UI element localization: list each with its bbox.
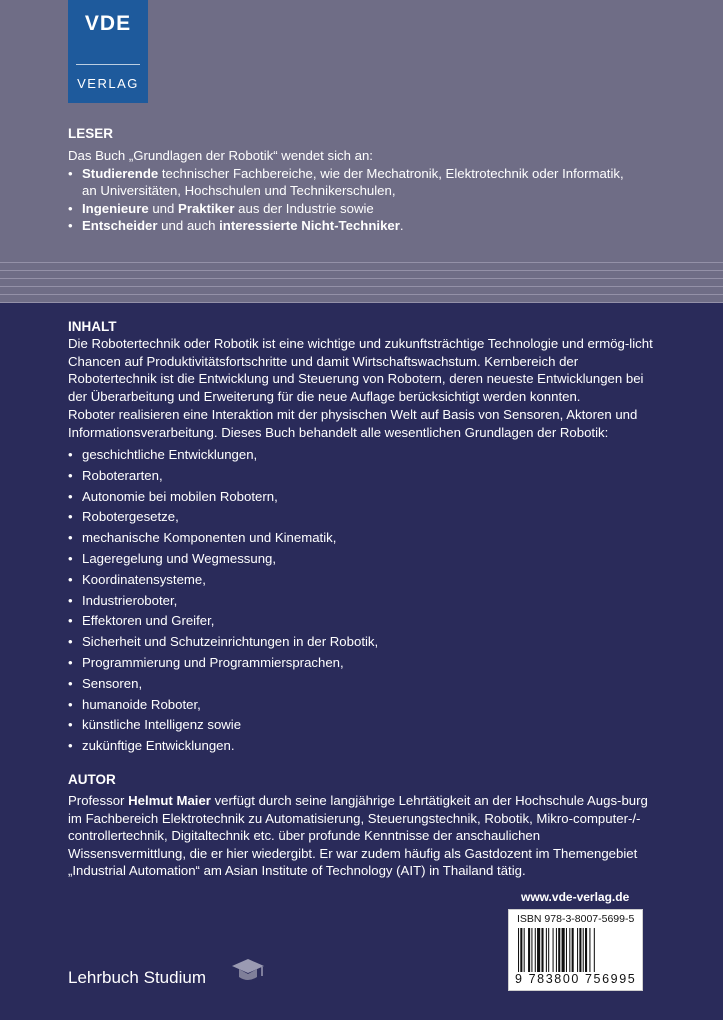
barcode-bar [524, 928, 525, 972]
barcode-bar [577, 928, 578, 972]
barcode-bar [569, 928, 570, 972]
leser-list [68, 165, 660, 235]
isbn-barcode-box [508, 909, 643, 991]
autor-heading: AUTOR [68, 772, 116, 787]
autor-section [68, 792, 660, 880]
barcode-bar [594, 928, 595, 972]
barcode-bar [579, 928, 581, 972]
inhalt-section [68, 335, 660, 757]
barcode-bar [518, 928, 519, 972]
stripe-divider [0, 262, 723, 304]
barcode-bar [558, 928, 560, 972]
inhalt-list [68, 445, 660, 757]
list-item: • künstliche Intelligenz sowie [68, 715, 660, 736]
isbn-label: ISBN 978-3-8007-5699-5 [517, 913, 635, 925]
list-item: • Autonomie bei mobilen Robotern, [68, 487, 660, 508]
series-label: Lehrbuch Studium [68, 968, 206, 987]
inhalt-heading: INHALT [68, 319, 117, 334]
list-item: • Sicherheit und Schutzeinrichtungen in der Robotik, [68, 632, 660, 653]
leser-section [68, 147, 660, 235]
list-item: • Robotergesetze, [68, 507, 660, 528]
barcode-bar [535, 928, 536, 972]
logo-subtext: VERLAG [77, 76, 139, 91]
barcode-bar [548, 928, 549, 972]
barcode-bar [562, 928, 565, 972]
list-item: • Sensoren, [68, 674, 660, 695]
barcode [517, 928, 635, 972]
autor-paragraph: Professor Helmut Maier verfügt durch seine langjährige Lehrtätigkeit an der Hochschule Augs-burg im Fachbereich Elektrotechnik zu Automatisierung, Steuerungstechnik, Robotik, Mikro-computer-/-controllertechnik, Digitaltechnik etc. über profunde Kenntnisse der anschaulichen Wissensvermittlung, die er hier wiedergibt. Er war zudem häufig als Gastdozent im Themengebiet „Industrial Automation“ am Asian Institute of Technology (AIT) in Thailand tätig. [68, 793, 648, 878]
barcode-bar [583, 928, 584, 972]
barcode-bar [520, 928, 522, 972]
graduation-cap-icon [231, 955, 265, 987]
barcode-bar [585, 928, 587, 972]
list-item: • Roboterarten, [68, 466, 660, 487]
barcode-bar [528, 928, 530, 972]
publisher-logo[interactable] [68, 0, 148, 103]
barcode-bar [546, 928, 547, 972]
barcode-bar [572, 928, 574, 972]
list-item: • zukünftige Entwicklungen. [68, 736, 660, 757]
author-name: Helmut Maier [128, 793, 211, 808]
barcode-bar [589, 928, 590, 972]
list-item: • mechanische Komponenten und Kinematik, [68, 528, 660, 549]
logo-divider [76, 64, 140, 65]
list-item: • geschichtliche Entwicklungen, [68, 445, 660, 466]
list-item: • Effektoren und Greifer, [68, 611, 660, 632]
barcode-bar [556, 928, 557, 972]
list-item: • Studierende technischer Fachbereiche, wie der Mechatronik, Elektrotechnik oder Informatik, an Universitäten, Hochschulen und Technikerschulen, [68, 165, 660, 200]
logo-text: VDE [84, 12, 132, 35]
list-item: • Industrieroboter, [68, 591, 660, 612]
list-item: • Koordinatensysteme, [68, 570, 660, 591]
publisher-url[interactable]: www.vde-verlag.de [521, 890, 630, 904]
barcode-digits: 9 783800 756995 [515, 972, 637, 986]
inhalt-paragraph-2: Roboter realisieren eine Interaktion mit der physischen Welt auf Basis von Sensoren, Aktoren und Informationsverarbeitung. Dieses Buch behandelt alle wesentlichen Grundlagen der Robotik: [68, 407, 638, 440]
list-item: • Lageregelung und Wegmessung, [68, 549, 660, 570]
barcode-bar [553, 928, 554, 972]
list-item: • humanoide Roboter, [68, 695, 660, 716]
leser-intro: Das Buch „Grundlagen der Robotik“ wendet sich an: [68, 148, 373, 163]
leser-heading: LESER [68, 126, 114, 141]
barcode-bar [537, 928, 540, 972]
list-item: • Entscheider und auch interessierte Nicht-Techniker. [68, 217, 660, 235]
barcode-bar [531, 928, 532, 972]
barcode-bar [566, 928, 567, 972]
inhalt-paragraph-1: Die Robotertechnik oder Robotik ist eine wichtige und zukunftsträchtige Technologie und ermög-licht Chancen auf Produktivitätsfortschritte und damit Wirtschaftswachstum. Kernbereich der Robotertechnik ist die Entwicklung und Steuerung von Robotern, deren neueste Entwicklungen bei der Überarbeitung und Erweiterung für die neue Auflage berücksichtigt werden konnten. [68, 336, 653, 404]
barcode-bar [541, 928, 543, 972]
list-item: • Ingenieure und Praktiker aus der Industrie sowie [68, 200, 660, 218]
list-item: • Programmierung und Programmiersprachen, [68, 653, 660, 674]
